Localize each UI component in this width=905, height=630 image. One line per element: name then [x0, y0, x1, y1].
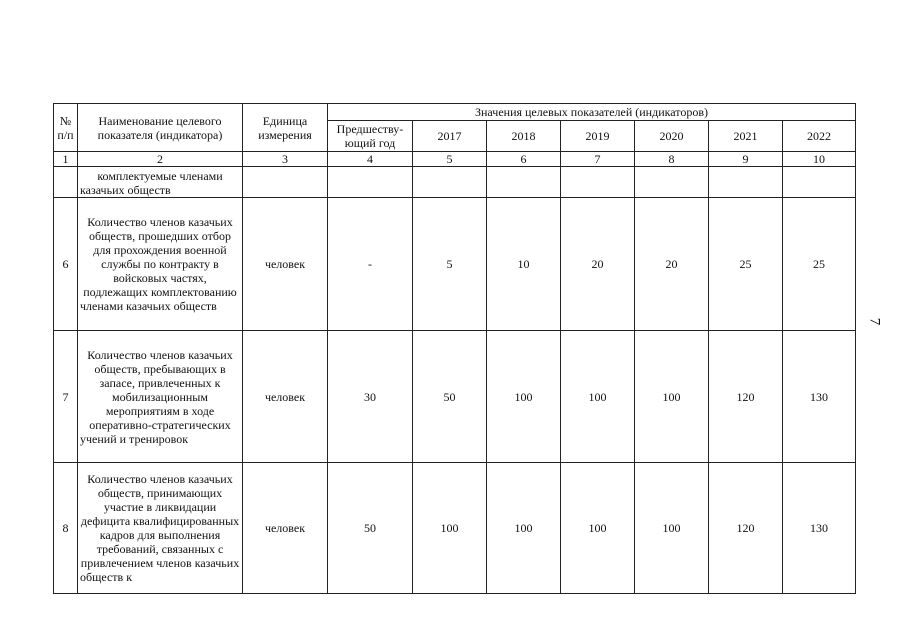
row-num: 7 [54, 331, 78, 463]
row-value: 120 [709, 463, 783, 594]
row-unit: человек [243, 198, 328, 331]
row-value: 100 [635, 331, 709, 463]
column-number: 2 [78, 152, 243, 167]
row-name: Количество членов казачьих обществ, прошедших отбор для прохождения военной службы по контракту в войсковых частях, подлежащих комплектованию членами казачьих обществ [78, 198, 243, 331]
row-value [561, 167, 635, 198]
header-row-top [54, 104, 856, 121]
row-name: комплектуемые членами казачьих обществ [78, 167, 243, 198]
row-unit: человек [243, 331, 328, 463]
column-number: 10 [783, 152, 856, 167]
header-year: 2021 [709, 121, 783, 152]
table-row [54, 331, 856, 463]
header-prev-year: Предшеству-ющий год [328, 121, 413, 152]
header-year: 2020 [635, 121, 709, 152]
column-number: 8 [635, 152, 709, 167]
row-num [54, 167, 78, 198]
row-value: 50 [328, 463, 413, 594]
header-year: 2017 [413, 121, 487, 152]
column-number: 9 [709, 152, 783, 167]
row-value: 100 [487, 463, 561, 594]
row-value: 50 [413, 331, 487, 463]
header-year: 2018 [487, 121, 561, 152]
header-year: 2022 [783, 121, 856, 152]
row-value: 20 [561, 198, 635, 331]
column-number: 1 [54, 152, 78, 167]
row-value: 25 [783, 198, 856, 331]
row-unit: человек [243, 463, 328, 594]
column-number: 6 [487, 152, 561, 167]
row-value [413, 167, 487, 198]
header-num: № п/п [54, 104, 78, 152]
row-value: 100 [561, 331, 635, 463]
row-name: Количество членов казачьих обществ, пребывающих в запасе, привлеченных к мобилизационным мероприятиям в ходе оперативно-стратегических учений и тренировок [78, 331, 243, 463]
row-name: Количество членов казачьих обществ, принимающих участие в ликвидации дефицита квалифицированных кадров для выполнения требований, связанных с привлечением членов казачьих обществ к [78, 463, 243, 594]
row-value: 130 [783, 331, 856, 463]
row-value [487, 167, 561, 198]
column-number-row [54, 152, 856, 167]
row-value: 120 [709, 331, 783, 463]
column-number: 7 [561, 152, 635, 167]
row-num: 8 [54, 463, 78, 594]
header-year: 2019 [561, 121, 635, 152]
column-number: 3 [243, 152, 328, 167]
target-indicators-table [53, 103, 856, 594]
row-value: 100 [561, 463, 635, 594]
row-value: 100 [487, 331, 561, 463]
column-number: 5 [413, 152, 487, 167]
row-value: 100 [413, 463, 487, 594]
row-value: 130 [783, 463, 856, 594]
row-num: 6 [54, 198, 78, 331]
row-value: 100 [635, 463, 709, 594]
row-value: 20 [635, 198, 709, 331]
row-value: 5 [413, 198, 487, 331]
header-name: Наименование целевого показателя (индикатора) [78, 104, 243, 152]
row-value: 25 [709, 198, 783, 331]
table-row-continuation [54, 167, 856, 198]
header-unit: Единица измерения [243, 104, 328, 152]
row-value [328, 167, 413, 198]
row-value: - [328, 198, 413, 331]
header-values-group: Значения целевых показателей (индикаторов) [328, 104, 856, 121]
column-number: 4 [328, 152, 413, 167]
row-value [709, 167, 783, 198]
page-number: 7 [866, 317, 883, 326]
table-row [54, 198, 856, 331]
row-value: 10 [487, 198, 561, 331]
row-value [783, 167, 856, 198]
row-unit [243, 167, 328, 198]
row-value [635, 167, 709, 198]
row-value: 30 [328, 331, 413, 463]
table-row [54, 463, 856, 594]
